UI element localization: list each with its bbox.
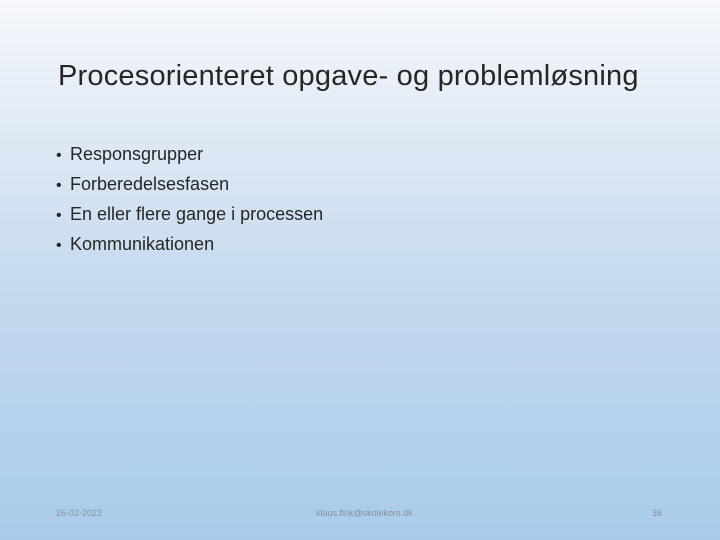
bullet-text: Kommunikationen — [70, 234, 215, 254]
bullet-item-forberedelsesfasen — [56, 174, 323, 204]
footer-page-number: 36 — [652, 508, 663, 518]
bullet-icon: • — [56, 237, 62, 254]
bullet-item-responsgrupper — [56, 144, 323, 174]
bullet-item-kommunikationen — [56, 234, 323, 264]
bullet-icon: • — [56, 177, 62, 194]
bullet-text: En eller flere gange i processen — [70, 204, 324, 224]
footer-date: 26-02-2022 — [56, 508, 103, 518]
bullet-icon: • — [56, 207, 62, 224]
footer-email: klaus.fink@skolekom.dk — [316, 508, 413, 518]
bullet-text: Responsgrupper — [70, 144, 204, 164]
bullet-text: Forberedelsesfasen — [70, 174, 230, 194]
slide-title: Procesorienteret opgave- og problemløsning — [58, 60, 639, 92]
bullet-icon: • — [56, 147, 62, 164]
bullet-item-processen — [56, 204, 323, 234]
bullet-list — [56, 144, 323, 264]
